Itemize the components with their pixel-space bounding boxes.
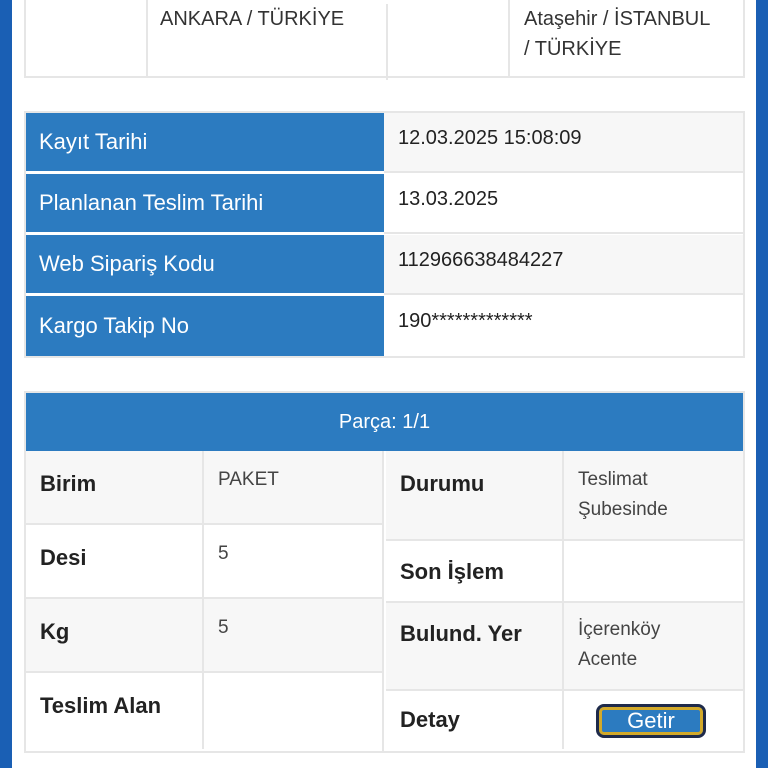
parcel-value <box>564 603 743 691</box>
shipment-info-table <box>24 111 745 358</box>
parcel-table <box>24 391 745 753</box>
receiver-city <box>510 4 745 80</box>
parcel-value-line1: İçerenköy <box>578 619 661 640</box>
parcel-value-line2: Acente <box>578 649 638 670</box>
address-cell-empty <box>388 0 510 76</box>
parcel-value <box>564 451 743 541</box>
parcel-value: 5 <box>204 599 382 673</box>
sender-city: ANKARA / TÜRKİYE <box>148 4 388 80</box>
parcel-value-line2: Şubesinde <box>578 499 668 520</box>
receiver-city-line2: / TÜRKİYE <box>524 38 622 60</box>
receiver-city-line1: Ataşehir / İSTANBUL <box>524 8 711 30</box>
parcel-left-section <box>26 451 384 751</box>
info-value: 190************* <box>384 296 743 356</box>
parcel-title: Parça: 1/1 <box>26 393 743 451</box>
info-value: 13.03.2025 <box>384 174 743 234</box>
getir-button[interactable]: Getir <box>596 704 706 738</box>
parcel-value <box>204 673 382 749</box>
parcel-label: Durumu <box>386 451 564 541</box>
parcel-value <box>564 541 743 603</box>
address-table <box>24 0 745 78</box>
parcel-value: 5 <box>204 525 382 599</box>
info-label: Planlanan Teslim Tarihi <box>26 174 384 234</box>
page-content <box>12 0 756 768</box>
parcel-value: PAKET <box>204 451 382 525</box>
info-label: Kayıt Tarihi <box>26 113 384 173</box>
parcel-label: Bulund. Yer <box>386 603 564 691</box>
parcel-label: Desi <box>26 525 204 599</box>
parcel-label: Kg <box>26 599 204 673</box>
parcel-label: Son İşlem <box>386 541 564 603</box>
info-value: 112966638484227 <box>384 235 743 295</box>
info-value: 12.03.2025 15:08:09 <box>384 113 743 173</box>
info-label: Kargo Takip No <box>26 296 384 356</box>
parcel-value-line1: Teslimat <box>578 469 648 490</box>
address-cell-empty <box>26 0 148 76</box>
parcel-label: Detay <box>386 691 564 749</box>
parcel-label: Birim <box>26 451 204 525</box>
parcel-label: Teslim Alan <box>26 673 204 749</box>
info-label: Web Sipariş Kodu <box>26 235 384 295</box>
